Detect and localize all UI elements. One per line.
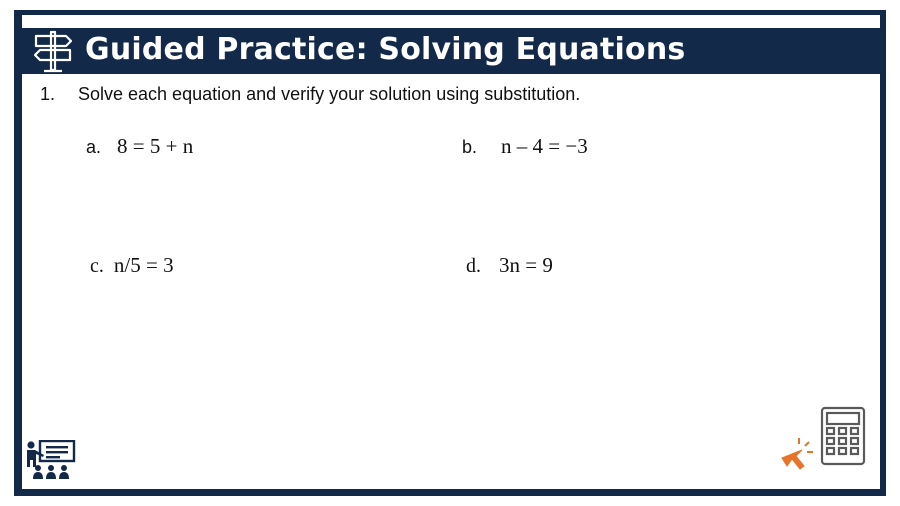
problem-letter: a. xyxy=(86,137,102,157)
problem-equation: n – 4 = −3 xyxy=(501,134,588,158)
question-text: Solve each equation and verify your solution using substitution. xyxy=(78,84,581,104)
problem-letter: d. xyxy=(466,255,481,277)
question-1 xyxy=(40,84,580,105)
problem-equation: 3n = 9 xyxy=(499,253,553,277)
problem-b xyxy=(462,134,588,159)
problem-letter: b. xyxy=(462,137,478,157)
page-title: Guided Practice: Solving Equations xyxy=(85,32,686,67)
problem-a xyxy=(86,134,193,159)
signpost-icon xyxy=(32,30,74,74)
problem-d xyxy=(466,253,553,278)
calculator-click-icon xyxy=(778,406,868,478)
problem-c xyxy=(90,253,174,278)
problem-equation: 8 = 5 + n xyxy=(117,134,194,158)
question-number: 1. xyxy=(40,84,56,104)
problem-equation: n/5 = 3 xyxy=(113,253,174,277)
top-stripe xyxy=(22,15,880,28)
problem-letter: c. xyxy=(90,255,104,277)
teacher-presentation-icon xyxy=(24,440,76,480)
